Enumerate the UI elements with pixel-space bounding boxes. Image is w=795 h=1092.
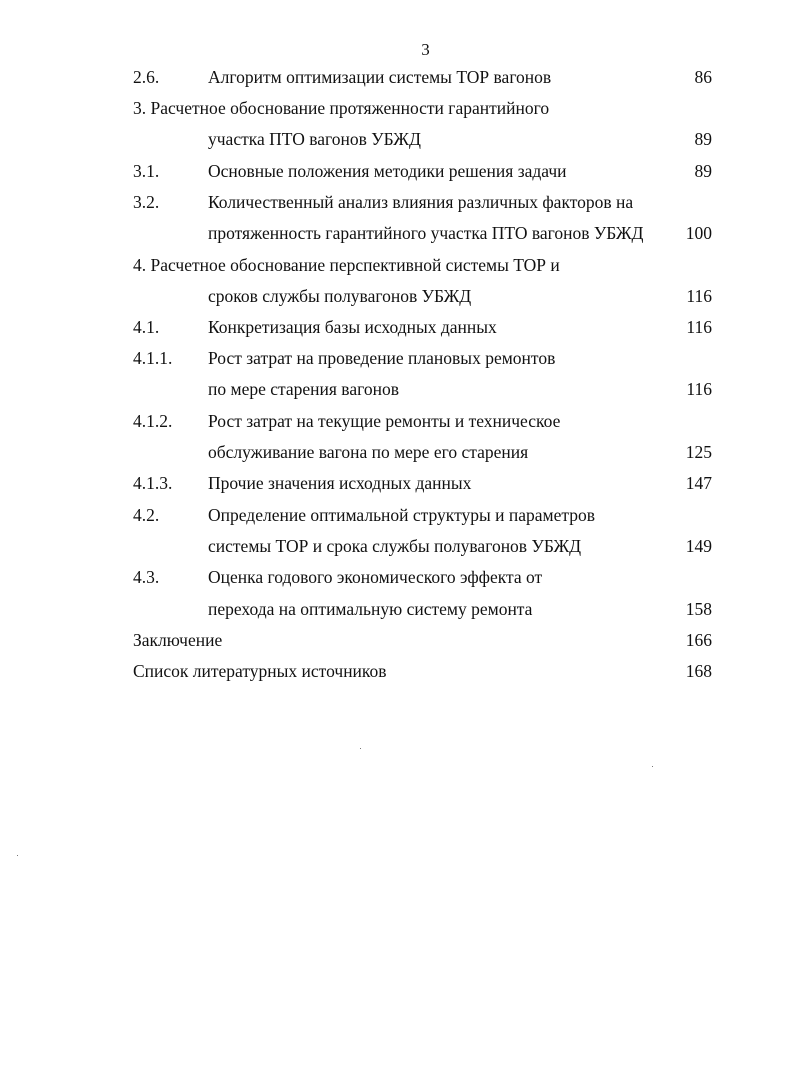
toc-page: 116 xyxy=(686,286,712,306)
toc-title: Оценка годового экономического эффекта от xyxy=(208,567,543,587)
page-number: 3 xyxy=(421,40,430,59)
toc-page: 116 xyxy=(686,379,712,399)
toc-number: 3.2. xyxy=(133,192,160,212)
toc-number: 4.1.1. xyxy=(133,348,173,368)
toc-number: 3.1. xyxy=(133,161,160,181)
toc-title: участка ПТО вагонов УБЖД xyxy=(208,129,421,149)
toc-row xyxy=(0,93,795,124)
toc-row xyxy=(0,437,795,468)
toc-title: Определение оптимальной структуры и параметров xyxy=(208,505,595,525)
toc-title: 4. Расчетное обоснование перспективной системы ТОР и xyxy=(133,255,560,275)
toc-row xyxy=(0,187,795,218)
toc-row xyxy=(0,343,795,374)
toc-title: Основные положения методики решения задачи xyxy=(208,161,567,181)
toc-title: системы ТОР и срока службы полувагонов УБЖД xyxy=(208,536,582,556)
toc-row xyxy=(0,312,795,343)
toc-title: Количественный анализ влияния различных факторов на xyxy=(208,192,634,212)
toc-page: 89 xyxy=(694,161,712,181)
toc-number: 4.3. xyxy=(133,567,160,587)
toc-title: протяженность гарантийного участка ПТО вагонов УБЖД xyxy=(208,223,644,243)
toc-row xyxy=(0,468,795,499)
toc-page: 116 xyxy=(686,317,712,337)
toc-title: Конкретизация базы исходных данных xyxy=(208,317,497,337)
toc-row xyxy=(0,281,795,312)
toc-number: 4.1.3. xyxy=(133,473,173,493)
toc-row xyxy=(0,531,795,562)
toc-row xyxy=(0,156,795,187)
toc-title: Рост затрат на текущие ремонты и техническое xyxy=(208,411,561,431)
toc-title: обслуживание вагона по мере его старения xyxy=(208,442,529,462)
toc-page: 147 xyxy=(685,473,712,493)
toc-number: 4.1. xyxy=(133,317,160,337)
toc-page: 89 xyxy=(694,129,712,149)
toc-page: 86 xyxy=(694,67,712,87)
scan-speck xyxy=(17,855,18,856)
toc-number: 4.2. xyxy=(133,505,160,525)
toc-row xyxy=(0,594,795,625)
toc-number: 2.6. xyxy=(133,67,160,87)
toc-page: 166 xyxy=(685,630,712,650)
toc-row xyxy=(0,62,795,93)
toc-row xyxy=(0,406,795,437)
toc-page: 125 xyxy=(685,442,712,462)
toc-row xyxy=(0,218,795,249)
scan-speck xyxy=(652,766,653,767)
toc-title: Рост затрат на проведение плановых ремонтов xyxy=(208,348,556,368)
toc-row xyxy=(0,124,795,155)
toc-page: 100 xyxy=(685,223,712,243)
toc-title: перехода на оптимальную систему ремонта xyxy=(208,599,533,619)
toc-title: Прочие значения исходных данных xyxy=(208,473,472,493)
toc-row xyxy=(0,374,795,405)
toc-number: 4.1.2. xyxy=(133,411,173,431)
toc-row xyxy=(0,656,795,687)
toc-page: 149 xyxy=(685,536,712,556)
scan-speck xyxy=(360,748,361,749)
toc-title: Алгоритм оптимизации системы ТОР вагонов xyxy=(208,67,552,87)
toc-row xyxy=(0,250,795,281)
toc-row xyxy=(0,625,795,656)
toc-title: Заключение xyxy=(133,630,223,650)
toc-page: 168 xyxy=(685,661,712,681)
toc-title: Список литературных источников xyxy=(133,661,387,681)
toc-title: по мере старения вагонов xyxy=(208,379,399,399)
toc-title: 3. Расчетное обоснование протяженности гарантийного xyxy=(133,98,550,118)
toc-row xyxy=(0,500,795,531)
toc-title: сроков службы полувагонов УБЖД xyxy=(208,286,472,306)
toc-row xyxy=(0,562,795,593)
toc-page: 158 xyxy=(685,599,712,619)
